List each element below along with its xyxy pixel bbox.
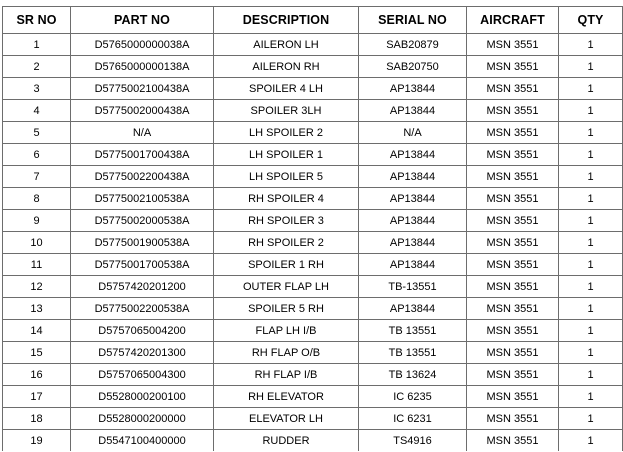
cell-sr-no: 4 — [3, 100, 71, 122]
cell-part-no: D5757420201300 — [71, 342, 214, 364]
cell-sr-no: 5 — [3, 122, 71, 144]
cell-sr-no: 11 — [3, 254, 71, 276]
cell-aircraft: MSN 3551 — [467, 254, 559, 276]
cell-part-no: D5775002000538A — [71, 210, 214, 232]
cell-sr-no: 16 — [3, 364, 71, 386]
cell-serial-no: IC 6235 — [359, 386, 467, 408]
cell-aircraft: MSN 3551 — [467, 56, 559, 78]
parts-table — [2, 6, 623, 452]
table-row — [3, 188, 623, 210]
cell-sr-no: 13 — [3, 298, 71, 320]
cell-qty: 1 — [559, 34, 623, 56]
cell-aircraft: MSN 3551 — [467, 364, 559, 386]
cell-description: SPOILER 1 RH — [214, 254, 359, 276]
cell-description: RH FLAP I/B — [214, 364, 359, 386]
cell-part-no: D5775002200538A — [71, 298, 214, 320]
cell-sr-no: 12 — [3, 276, 71, 298]
cell-sr-no: 7 — [3, 166, 71, 188]
column-header-qty: QTY — [559, 7, 623, 34]
cell-part-no: D5775002100438A — [71, 78, 214, 100]
cell-part-no: D5757065004200 — [71, 320, 214, 342]
cell-serial-no: TB-13551 — [359, 276, 467, 298]
table-row — [3, 144, 623, 166]
cell-sr-no: 3 — [3, 78, 71, 100]
cell-sr-no: 19 — [3, 430, 71, 452]
table-row — [3, 122, 623, 144]
column-header-sr-no: SR NO — [3, 7, 71, 34]
cell-part-no: D5775002200438A — [71, 166, 214, 188]
cell-sr-no: 1 — [3, 34, 71, 56]
cell-description: ELEVATOR LH — [214, 408, 359, 430]
table-row — [3, 78, 623, 100]
cell-aircraft: MSN 3551 — [467, 298, 559, 320]
cell-sr-no: 8 — [3, 188, 71, 210]
cell-aircraft: MSN 3551 — [467, 144, 559, 166]
table-row — [3, 320, 623, 342]
column-header-part-no: PART NO — [71, 7, 214, 34]
cell-serial-no: TB 13551 — [359, 320, 467, 342]
cell-qty: 1 — [559, 78, 623, 100]
cell-part-no: N/A — [71, 122, 214, 144]
cell-aircraft: MSN 3551 — [467, 232, 559, 254]
cell-sr-no: 2 — [3, 56, 71, 78]
cell-serial-no: AP13844 — [359, 78, 467, 100]
cell-qty: 1 — [559, 144, 623, 166]
cell-qty: 1 — [559, 100, 623, 122]
cell-description: RH SPOILER 2 — [214, 232, 359, 254]
table-row — [3, 56, 623, 78]
table-row — [3, 298, 623, 320]
cell-qty: 1 — [559, 386, 623, 408]
table-row — [3, 386, 623, 408]
cell-sr-no: 14 — [3, 320, 71, 342]
cell-aircraft: MSN 3551 — [467, 188, 559, 210]
cell-description: FLAP LH I/B — [214, 320, 359, 342]
cell-description: LH SPOILER 2 — [214, 122, 359, 144]
cell-aircraft: MSN 3551 — [467, 34, 559, 56]
table-row — [3, 210, 623, 232]
cell-qty: 1 — [559, 166, 623, 188]
cell-qty: 1 — [559, 232, 623, 254]
cell-sr-no: 17 — [3, 386, 71, 408]
cell-serial-no: AP13844 — [359, 210, 467, 232]
column-header-serial-no: SERIAL NO — [359, 7, 467, 34]
cell-qty: 1 — [559, 276, 623, 298]
cell-description: SPOILER 5 RH — [214, 298, 359, 320]
cell-aircraft: MSN 3551 — [467, 210, 559, 232]
cell-qty: 1 — [559, 188, 623, 210]
cell-description: LH SPOILER 1 — [214, 144, 359, 166]
cell-sr-no: 10 — [3, 232, 71, 254]
cell-part-no: D5528000200000 — [71, 408, 214, 430]
table-row — [3, 232, 623, 254]
column-header-description: DESCRIPTION — [214, 7, 359, 34]
cell-description: RH SPOILER 3 — [214, 210, 359, 232]
cell-part-no: D5765000000038A — [71, 34, 214, 56]
table-row — [3, 166, 623, 188]
cell-aircraft: MSN 3551 — [467, 166, 559, 188]
table-row — [3, 364, 623, 386]
cell-part-no: D5528000200100 — [71, 386, 214, 408]
table-row — [3, 430, 623, 452]
cell-description: SPOILER 4 LH — [214, 78, 359, 100]
cell-description: RH ELEVATOR — [214, 386, 359, 408]
cell-qty: 1 — [559, 56, 623, 78]
table-body — [3, 34, 623, 452]
cell-description: RH FLAP O/B — [214, 342, 359, 364]
cell-aircraft: MSN 3551 — [467, 276, 559, 298]
table-row — [3, 342, 623, 364]
cell-part-no: D5775002100538A — [71, 188, 214, 210]
cell-aircraft: MSN 3551 — [467, 342, 559, 364]
cell-serial-no: AP13844 — [359, 298, 467, 320]
cell-serial-no: AP13844 — [359, 144, 467, 166]
header-row — [3, 7, 623, 34]
table-row — [3, 34, 623, 56]
cell-aircraft: MSN 3551 — [467, 430, 559, 452]
cell-qty: 1 — [559, 254, 623, 276]
table-header — [3, 7, 623, 34]
table-row — [3, 276, 623, 298]
cell-sr-no: 18 — [3, 408, 71, 430]
cell-part-no: D5547100400000 — [71, 430, 214, 452]
cell-part-no: D5775002000438A — [71, 100, 214, 122]
cell-serial-no: SAB20879 — [359, 34, 467, 56]
column-header-aircraft: AIRCRAFT — [467, 7, 559, 34]
cell-qty: 1 — [559, 320, 623, 342]
cell-serial-no: AP13844 — [359, 232, 467, 254]
cell-aircraft: MSN 3551 — [467, 408, 559, 430]
cell-serial-no: TS4916 — [359, 430, 467, 452]
cell-serial-no: AP13844 — [359, 100, 467, 122]
cell-part-no: D5757420201200 — [71, 276, 214, 298]
cell-part-no: D5765000000138A — [71, 56, 214, 78]
cell-description: RUDDER — [214, 430, 359, 452]
cell-aircraft: MSN 3551 — [467, 386, 559, 408]
cell-description: RH SPOILER 4 — [214, 188, 359, 210]
cell-qty: 1 — [559, 122, 623, 144]
cell-part-no: D5775001700538A — [71, 254, 214, 276]
cell-serial-no: N/A — [359, 122, 467, 144]
cell-sr-no: 9 — [3, 210, 71, 232]
cell-qty: 1 — [559, 364, 623, 386]
cell-qty: 1 — [559, 408, 623, 430]
cell-serial-no: AP13844 — [359, 166, 467, 188]
table-row — [3, 100, 623, 122]
cell-serial-no: TB 13624 — [359, 364, 467, 386]
cell-serial-no: AP13844 — [359, 254, 467, 276]
cell-description: AILERON RH — [214, 56, 359, 78]
cell-qty: 1 — [559, 210, 623, 232]
cell-description: OUTER FLAP LH — [214, 276, 359, 298]
cell-serial-no: SAB20750 — [359, 56, 467, 78]
cell-serial-no: IC 6231 — [359, 408, 467, 430]
cell-part-no: D5775001900538A — [71, 232, 214, 254]
cell-serial-no: TB 13551 — [359, 342, 467, 364]
cell-description: AILERON LH — [214, 34, 359, 56]
cell-qty: 1 — [559, 430, 623, 452]
cell-sr-no: 15 — [3, 342, 71, 364]
cell-qty: 1 — [559, 298, 623, 320]
cell-part-no: D5775001700438A — [71, 144, 214, 166]
cell-part-no: D5757065004300 — [71, 364, 214, 386]
cell-qty: 1 — [559, 342, 623, 364]
cell-aircraft: MSN 3551 — [467, 100, 559, 122]
cell-description: LH SPOILER 5 — [214, 166, 359, 188]
cell-aircraft: MSN 3551 — [467, 122, 559, 144]
cell-aircraft: MSN 3551 — [467, 78, 559, 100]
cell-sr-no: 6 — [3, 144, 71, 166]
cell-serial-no: AP13844 — [359, 188, 467, 210]
table-row — [3, 408, 623, 430]
cell-description: SPOILER 3LH — [214, 100, 359, 122]
table-row — [3, 254, 623, 276]
cell-aircraft: MSN 3551 — [467, 320, 559, 342]
